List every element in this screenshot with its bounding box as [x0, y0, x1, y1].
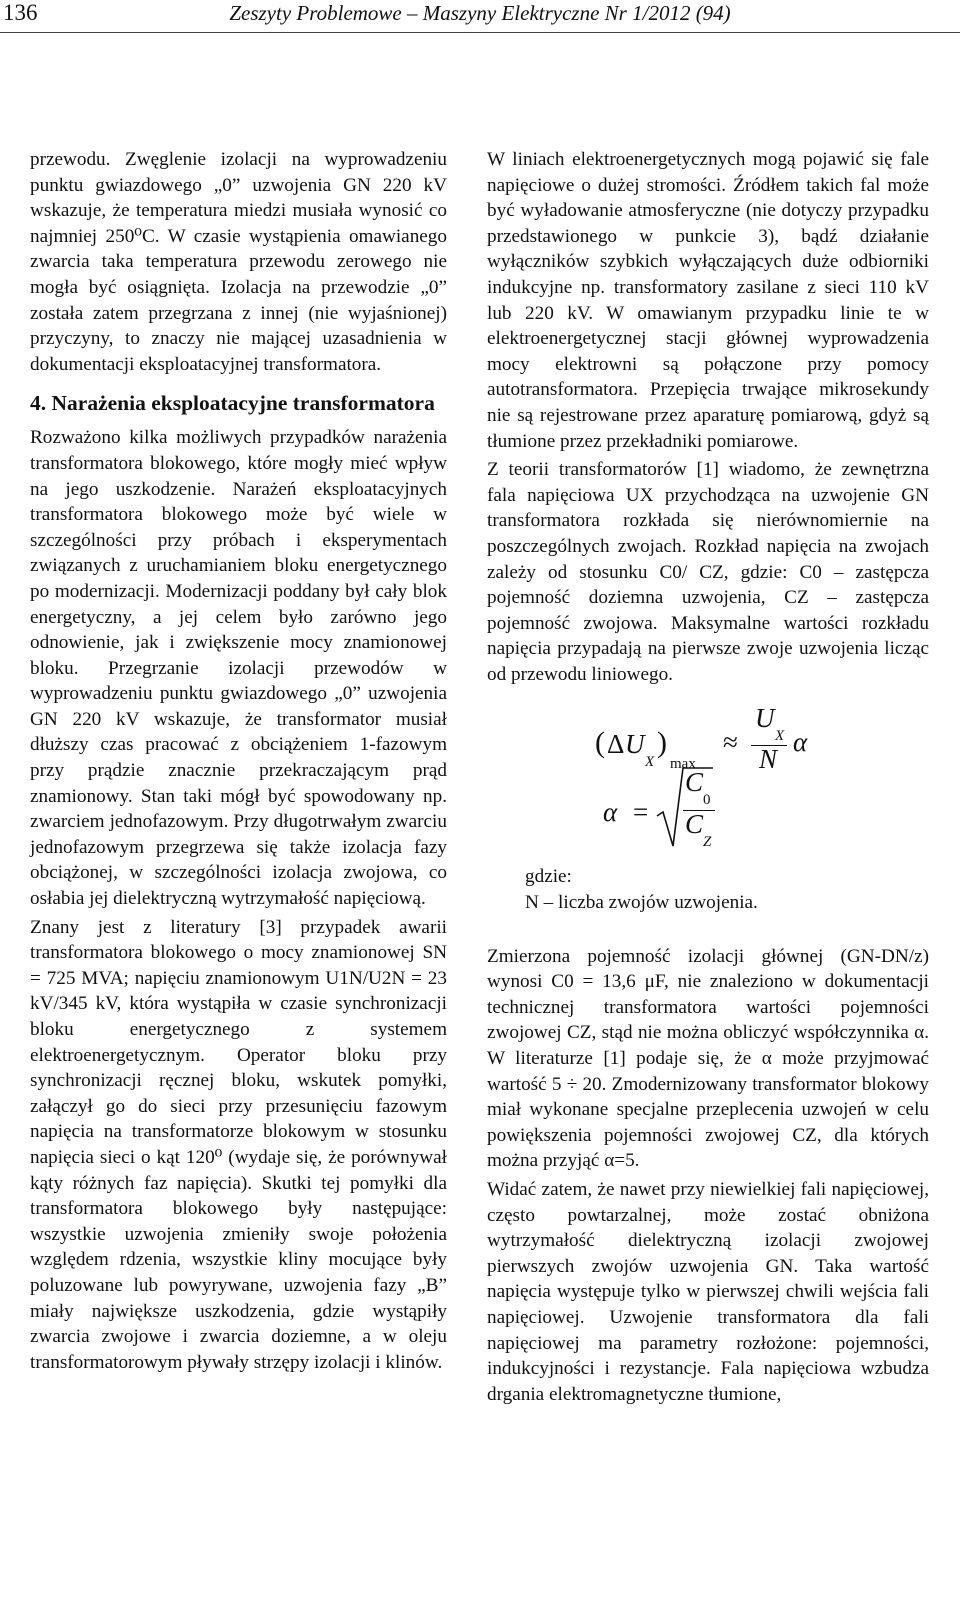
formula-close-paren: ) [657, 726, 667, 760]
left-column [30, 147, 447, 1375]
paragraph-capacitance: Zmierzona pojemność izolacji głównej (GN-DN/z) wynosi C0 = 13,6 μF, nie znaleziono w dokumentacji technicznej transformatora wartości pojemności zwojowej CZ, stąd nie można obliczyć współczynnika α. W literaturze [1] podaje się, że α może przyjmować wartość 5 ÷ 20. Zmodernizowany transformator blokowy miał wykonane specjalne przeplecenia uzwojeń w celu powiększenia pojemności zwojowej CZ, dla których można przyjąć α=5. [487, 945, 929, 1172]
formula-num-u: U [755, 703, 775, 734]
paragraph-voltage-waves: W liniach elektroenergetycznych mogą pojawić się fale napięciowe o dużej stromości. Źródłem takich fal może być wyładowanie atmosferyczne (nie dotyczy przypadku przedstawionego w punkcie 3), bądź działanie wyłączników szybkich wyłączających duże odbiorniki indukcyjne np. transformatory zasilane z sieci 110 kV lub 220 kV. W omawianym przypadku linie te w elektroenergetycznej stacji głównej wyprowadzenia mocy elektrowni są połączone przy pomocy autotransformatora. Przepięcia trwające mikrosekundy nie są rejestrowane przez aparaturę pomiarową, gdyż są tłumione przez przekładniki pomiarowe. [487, 149, 929, 452]
paragraph-exposures: Rozważono kilka możliwych przypadków narażenia transformatora blokowego, które mogły mieć wpływ na jego uszkodzenie. Narażeń eksploatacyjnych transformatora blokowego może być wiele w szczególności przy próbach i eksperymentach związanych z uruchamianiem bloku energetycznego po modernizacji. Modernizacji poddany był cały blok energetyczny, a jej celem było zarówno jego odnowienie, jak i zwiększenie mocy znamionowej bloku. Przegrzanie izolacji przewodów w wyprowadzeniu punktu gwiazdowego „0” uzwojenia GN 220 kV wskazuje, że transformator musiał dłuższy czas pracować z obciążeniem 1-fazowym przy prądzie znacznie przekraczającym prąd znamionowy. Stan taki mógł być spowodowany np. zwarciem jednofazowym. Przy długotrwałym zwarciu jednofazowym przegrzewa się także izolacja fazy obciążonej, w szczególności izolacja zwojowa, co osłabia jej dielektryczną wytrzymałość napięciową. [30, 427, 447, 910]
formula-equals: = [633, 797, 649, 828]
journal-title: Zeszyty Problemowe – Maszyny Elektryczne Nr 1/2012 (94) [229, 1, 731, 25]
header-rule [0, 32, 960, 33]
formula-c-den: C [685, 809, 704, 840]
formula-approx: ≈ [723, 727, 738, 758]
paragraph-literature-case: Znany jest z literatury [3] przypadek awarii transformatora blokowego o mocy znamionowej SN = 725 MVA; napięciu znamionowym U1N/U2N = 23 kV/345 kV, która wystąpiła w czasie synchronizacji bloku energetycznego z systemem elektroenergetycznym. Operator bloku przy synchronizacji ręcznej bloku, wskutek pomyłki, załączył go do sieci przy przesunięciu fazowym napięcia na transformatorze blokowym w stosunku napięcia sieci o kąt 120⁰ (wydaje się, że porównywał kąty różnych faz napięcia). Skutki tej pomyłki dla transformatora blokowego były następujące: wszystkie uzwojenia zmieniły swoje położenia względem rdzenia, wszystkie kliny mocujące były poluzowane lub powyrywane, uzwojenia fazy „B” miały największe uszkodzenia, gdzie wystąpiły zwarcia zwojowe i zwarcia doziemne, a w oleju transformatorowym pływały strzępy izolacji i klinów. [30, 916, 447, 1373]
formula-block [487, 700, 929, 860]
formula-legend [487, 864, 929, 915]
formula-sub-max: max [670, 756, 696, 773]
formula-alpha-2: α [603, 797, 618, 828]
n-definition: N – liczba zwojów uzwojenia. [525, 892, 758, 914]
paragraph-overheating: przewodu. Zwęglenie izolacji na wyprowadzeniu punktu gwiazdowego „0” uzwojenia GN 220 kV wskazuje, że temperatura miedzi musiała wynosić co najmniej 250⁰C. W czasie wystąpienia omawianego zwarcia taka temperatura przewodu zerowego nie mogła być osiągnięta. Izolacja na przewodzie „0” została zatem przegrzana z innej (nie wyjaśnionej) przyczyny, to znaczy nie mającej uzasadnienia w dokumentacji eksploatacyjnej transformatora. [30, 149, 447, 375]
page-header [0, 0, 960, 30]
formula-c-num: C [685, 767, 704, 798]
formula-sub-z: Z [703, 834, 712, 851]
gdzie-label: gdzie: [525, 866, 572, 888]
formula-den-n: N [759, 744, 778, 775]
formula-u: U [625, 729, 645, 760]
formula-sub-0: 0 [703, 792, 711, 809]
paragraph-wave-effect: Widać zatem, że nawet przy niewielkiej fali napięciowej, często powtarzalnej, może zostać obniżona wytrzymałość dielektryczną izolacji zwojowej pierwszych zwojów uzwojenia GN. Taka wartość napięcia występuje tylko w pierwszej chwili wejścia fali napięciowej. Uzwojenie transformatora dla fali napięciowej ma parametry rozłożone: pojemności, indukcyjności i rezystancje. Fala napięciowa wzbudza drgania elektromagnetyczne tłumione, [487, 1179, 929, 1405]
right-column [487, 147, 929, 1407]
section-heading-4: 4. Narażenia eksploatacyjne transformatora [30, 391, 435, 416]
formula-sub-x: X [645, 754, 655, 771]
formula-alpha-1: α [793, 727, 808, 758]
formula-open-paren: ( [595, 726, 605, 760]
formula-num-sub-x: X [775, 728, 785, 745]
page-number: 136 [3, 0, 38, 25]
paragraph-transformer-theory: Z teorii transformatorów [1] wiadomo, że zewnętrzna fala napięciowa UX przychodząca na uzwojenie GN transformatora rozkłada się nierównomiernie na poszczególnych zwojach. Rozkład napięcia na zwojach zależy od stosunku C0/ CZ, gdzie: C0 – zastępcza pojemność doziemna uzwojenia, CZ – zastępcza pojemność zwojowa. Maksymalne wartości rozkładu napięcia przypadają na pierwsze zwoje uzwojenia licząc od przewodu liniowego. [487, 459, 929, 685]
formula-delta: Δ [607, 729, 625, 760]
